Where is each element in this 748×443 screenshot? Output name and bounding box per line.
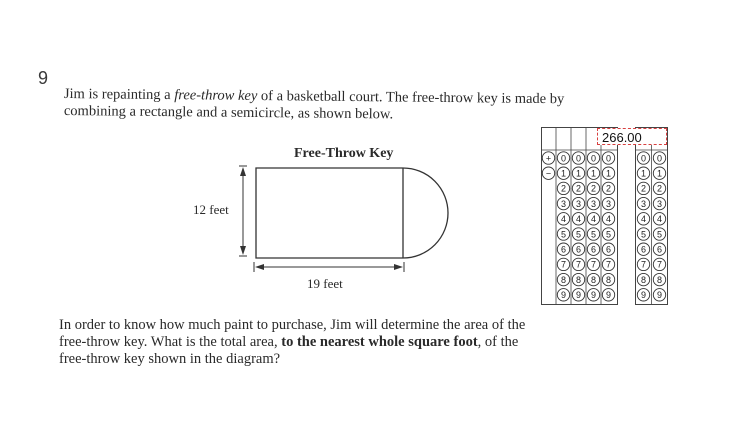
digit-bubble-col3-9-label: 9	[590, 290, 597, 301]
question-prompt	[59, 317, 525, 368]
diagram-title: Free-Throw Key	[294, 146, 394, 161]
digit-bubble-col3-4-label: 4	[590, 214, 597, 225]
digit-bubble-col5-5-label: 5	[640, 229, 647, 240]
height-label: 12 feet	[193, 202, 229, 217]
digit-bubble-col3-6-label: 6	[590, 244, 597, 255]
answer-entry-box[interactable]: 266.00	[597, 128, 667, 145]
digit-bubble-col2-4-label: 4	[575, 214, 582, 225]
digit-bubble-col6-4-label: 4	[656, 214, 663, 225]
digit-bubble-col5-6-label: 6	[640, 244, 647, 255]
digit-bubble-col1-5-label: 5	[560, 229, 567, 240]
digit-bubble-col2-9-label: 9	[575, 290, 582, 301]
digit-bubble-col6-5-label: 5	[656, 229, 663, 240]
digit-bubble-col2-0-label: 0	[575, 153, 582, 164]
digit-bubble-col3-7-label: 7	[590, 259, 597, 270]
digit-bubble-col4-7-label: 7	[605, 259, 612, 270]
digit-bubble-col4-4-label: 4	[605, 214, 612, 225]
sign-bubble-plus-label: +	[545, 153, 552, 164]
digit-bubble-col5-7-label: 7	[640, 259, 647, 270]
digit-bubble-col3-3-label: 3	[590, 198, 597, 209]
digit-bubble-col2-6-label: 6	[575, 244, 582, 255]
digit-bubble-col2-8-label: 8	[575, 274, 582, 285]
digit-bubble-col5-1-label: 1	[640, 168, 647, 179]
digit-bubble-col4-5-label: 5	[605, 229, 612, 240]
digit-bubble-col1-2-label: 2	[560, 183, 567, 194]
digit-bubble-col3-8-label: 8	[590, 274, 597, 285]
digit-bubble-col6-1-label: 1	[656, 168, 663, 179]
digit-bubble-col3-5-label: 5	[590, 229, 597, 240]
prompt-line-3: free-throw key shown in the diagram?	[59, 351, 281, 367]
intro-text-b: of a basketball court. The free-throw key is made by	[257, 88, 565, 108]
digit-bubble-col2-3-label: 3	[575, 198, 582, 209]
prompt-line-1: In order to know how much paint to purchase, Jim will determine the area of the	[59, 317, 526, 333]
digit-bubble-col4-8-label: 8	[605, 274, 612, 285]
digit-bubble-col2-7-label: 7	[575, 259, 582, 270]
digit-bubble-col6-2-label: 2	[656, 183, 663, 194]
sign-bubble-minus-label: −	[545, 168, 552, 179]
digit-bubble-col4-1-label: 1	[605, 168, 612, 179]
intro-text-a: Jim is repainting a	[63, 86, 175, 104]
digit-bubble-col6-9-label: 9	[656, 290, 663, 301]
digit-bubble-col6-8-label: 8	[656, 274, 663, 285]
width-dimension-arrow	[254, 262, 404, 272]
digit-bubble-col1-4-label: 4	[560, 214, 567, 225]
digit-bubble-col3-1-label: 1	[590, 168, 597, 179]
digit-bubble-col5-2-label: 2	[640, 183, 647, 194]
digit-bubble-col6-7-label: 7	[656, 259, 663, 270]
prompt-text-a: free-throw key. What is the total area,	[59, 334, 282, 350]
digit-bubble-col3-0-label: 0	[590, 153, 597, 164]
digit-bubble-col4-2-label: 2	[605, 183, 612, 194]
digit-bubble-col1-7-label: 7	[560, 259, 567, 270]
digit-bubble-col2-5-label: 5	[575, 229, 582, 240]
prompt-text-b: , of the	[477, 334, 519, 350]
digit-bubble-col4-9-label: 9	[605, 290, 612, 301]
question-number: 9	[38, 68, 49, 88]
free-throw-key-shape	[256, 168, 448, 258]
digit-bubble-col4-0-label: 0	[605, 153, 612, 164]
digit-bubble-col5-4-label: 4	[640, 214, 647, 225]
digit-bubble-col1-8-label: 8	[560, 274, 567, 285]
digit-bubble-col2-1-label: 1	[575, 168, 582, 179]
digit-bubble-col5-8-label: 8	[640, 274, 647, 285]
answer-bubble-grid[interactable]	[541, 127, 669, 305]
digit-bubble-col6-0-label: 0	[656, 153, 663, 164]
prompt-line-2	[59, 334, 525, 351]
digit-bubble-col5-9-label: 9	[640, 290, 647, 301]
question-intro	[63, 86, 664, 123]
digit-bubble-col3-2-label: 2	[590, 183, 597, 194]
height-dimension-arrow	[239, 166, 247, 256]
digit-bubble-col1-3-label: 3	[560, 198, 567, 209]
digit-bubble-col1-6-label: 6	[560, 244, 567, 255]
digit-bubble-col1-9-label: 9	[560, 290, 567, 301]
digit-bubble-col6-6-label: 6	[656, 244, 663, 255]
digit-bubble-col4-6-label: 6	[605, 244, 612, 255]
digit-bubble-col5-0-label: 0	[640, 153, 647, 164]
width-label: 19 feet	[307, 276, 343, 291]
digit-bubble-col2-2-label: 2	[575, 183, 582, 194]
prompt-emphasis: to the nearest whole square foot	[281, 334, 478, 350]
free-throw-key-diagram	[230, 162, 460, 282]
digit-bubble-col6-3-label: 3	[656, 198, 663, 209]
digit-bubble-col5-3-label: 3	[640, 198, 647, 209]
digit-bubble-col4-3-label: 3	[605, 198, 612, 209]
intro-line-2: combining a rectangle and a semicircle, as shown below.	[63, 103, 394, 123]
digit-bubble-col1-1-label: 1	[560, 168, 567, 179]
digit-bubble-col1-0-label: 0	[560, 153, 567, 164]
intro-term: free-throw key	[174, 87, 258, 105]
